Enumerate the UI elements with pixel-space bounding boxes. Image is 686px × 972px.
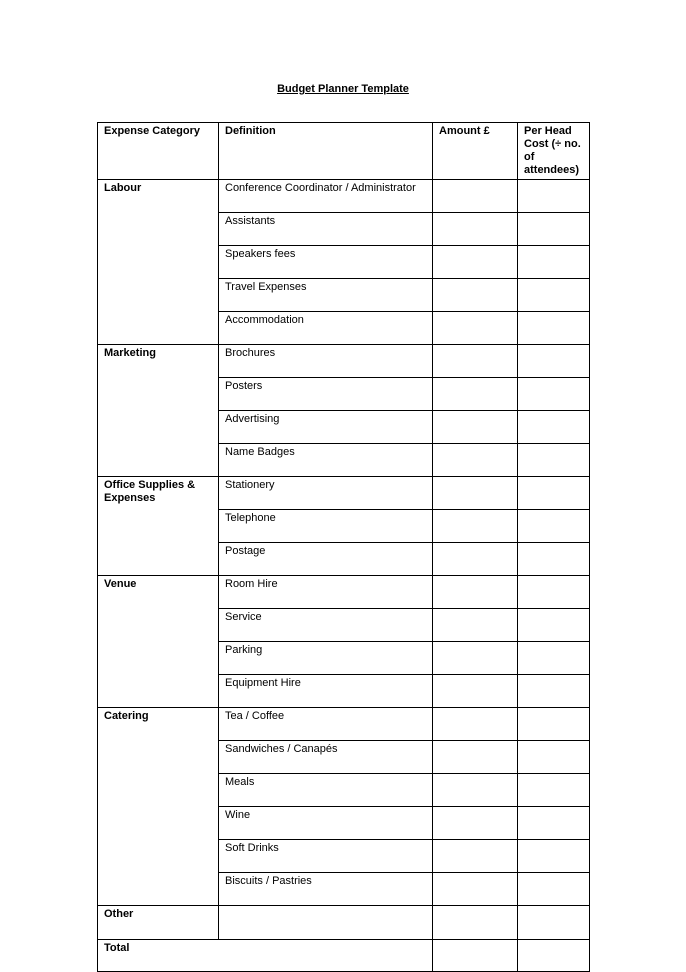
table-row (98, 477, 590, 510)
definition-cell: Soft Drinks (219, 840, 433, 873)
expense-category-cell: Office Supplies & Expenses (98, 477, 219, 576)
table-row (98, 345, 590, 378)
expense-category-cell: Catering (98, 708, 219, 906)
per-head-cost-cell[interactable] (518, 279, 590, 312)
per-head-cost-cell[interactable] (518, 345, 590, 378)
definition-cell: Speakers fees (219, 246, 433, 279)
amount-cell[interactable] (433, 543, 518, 576)
amount-cell[interactable] (433, 345, 518, 378)
per-head-cost-cell[interactable] (518, 840, 590, 873)
total-row (98, 940, 590, 972)
amount-cell[interactable] (433, 609, 518, 642)
definition-cell: Telephone (219, 510, 433, 543)
amount-cell[interactable] (433, 873, 518, 906)
amount-cell[interactable] (433, 378, 518, 411)
per-head-cost-cell[interactable] (518, 213, 590, 246)
per-head-cost-cell[interactable] (518, 873, 590, 906)
definition-cell: Parking (219, 642, 433, 675)
definition-cell: Postage (219, 543, 433, 576)
definition-cell: Posters (219, 378, 433, 411)
per-head-cost-cell[interactable] (518, 510, 590, 543)
other-row (98, 906, 590, 940)
per-head-cost-cell[interactable] (518, 576, 590, 609)
amount-cell[interactable] (433, 180, 518, 213)
per-head-cost-cell[interactable] (518, 675, 590, 708)
amount-cell[interactable] (433, 708, 518, 741)
total-per-head-cell[interactable] (518, 940, 590, 972)
amount-cell[interactable] (433, 642, 518, 675)
definition-cell: Room Hire (219, 576, 433, 609)
definition-cell: Service (219, 609, 433, 642)
per-head-cost-cell[interactable] (518, 312, 590, 345)
amount-cell[interactable] (433, 807, 518, 840)
definition-cell: Accommodation (219, 312, 433, 345)
amount-cell[interactable] (433, 246, 518, 279)
per-head-cost-cell[interactable] (518, 642, 590, 675)
per-head-cost-cell[interactable] (518, 543, 590, 576)
table-row (98, 180, 590, 213)
definition-cell: Stationery (219, 477, 433, 510)
per-head-cost-cell[interactable] (518, 246, 590, 279)
definition-cell: Conference Coordinator / Administrator (219, 180, 433, 213)
table-row (98, 576, 590, 609)
amount-cell[interactable] (433, 279, 518, 312)
amount-cell[interactable] (433, 576, 518, 609)
definition-cell: Equipment Hire (219, 675, 433, 708)
amount-cell[interactable] (433, 444, 518, 477)
total-label: Total (98, 940, 433, 972)
header-amount: Amount £ (433, 123, 518, 180)
per-head-cost-cell[interactable] (518, 411, 590, 444)
per-head-cost-cell[interactable] (518, 708, 590, 741)
other-per-head-cell[interactable] (518, 906, 590, 940)
header-expense-category: Expense Category (98, 123, 219, 180)
per-head-cost-cell[interactable] (518, 444, 590, 477)
expense-category-cell: Marketing (98, 345, 219, 477)
per-head-cost-cell[interactable] (518, 180, 590, 213)
amount-cell[interactable] (433, 510, 518, 543)
header-per-head-cost: Per Head Cost (÷ no. of attendees) (518, 123, 590, 180)
amount-cell[interactable] (433, 774, 518, 807)
definition-cell: Sandwiches / Canapés (219, 741, 433, 774)
per-head-cost-cell[interactable] (518, 774, 590, 807)
amount-cell[interactable] (433, 477, 518, 510)
definition-cell: Travel Expenses (219, 279, 433, 312)
definition-cell: Name Badges (219, 444, 433, 477)
per-head-cost-cell[interactable] (518, 378, 590, 411)
amount-cell[interactable] (433, 675, 518, 708)
definition-cell: Brochures (219, 345, 433, 378)
expense-category-cell: Venue (98, 576, 219, 708)
definition-cell: Assistants (219, 213, 433, 246)
amount-cell[interactable] (433, 213, 518, 246)
per-head-cost-cell[interactable] (518, 477, 590, 510)
definition-cell: Meals (219, 774, 433, 807)
definition-cell: Wine (219, 807, 433, 840)
definition-cell: Biscuits / Pastries (219, 873, 433, 906)
total-amount-cell[interactable] (433, 940, 518, 972)
other-amount-cell[interactable] (433, 906, 518, 940)
other-label: Other (98, 906, 219, 940)
per-head-cost-cell[interactable] (518, 609, 590, 642)
other-definition-cell[interactable] (219, 906, 433, 940)
expense-category-cell: Labour (98, 180, 219, 345)
definition-cell: Tea / Coffee (219, 708, 433, 741)
document-title: Budget Planner Template (277, 83, 409, 95)
budget-table (97, 122, 590, 972)
table-row (98, 708, 590, 741)
amount-cell[interactable] (433, 741, 518, 774)
amount-cell[interactable] (433, 312, 518, 345)
per-head-cost-cell[interactable] (518, 741, 590, 774)
amount-cell[interactable] (433, 411, 518, 444)
header-row (98, 123, 590, 180)
definition-cell: Advertising (219, 411, 433, 444)
amount-cell[interactable] (433, 840, 518, 873)
header-definition: Definition (219, 123, 433, 180)
per-head-cost-cell[interactable] (518, 807, 590, 840)
